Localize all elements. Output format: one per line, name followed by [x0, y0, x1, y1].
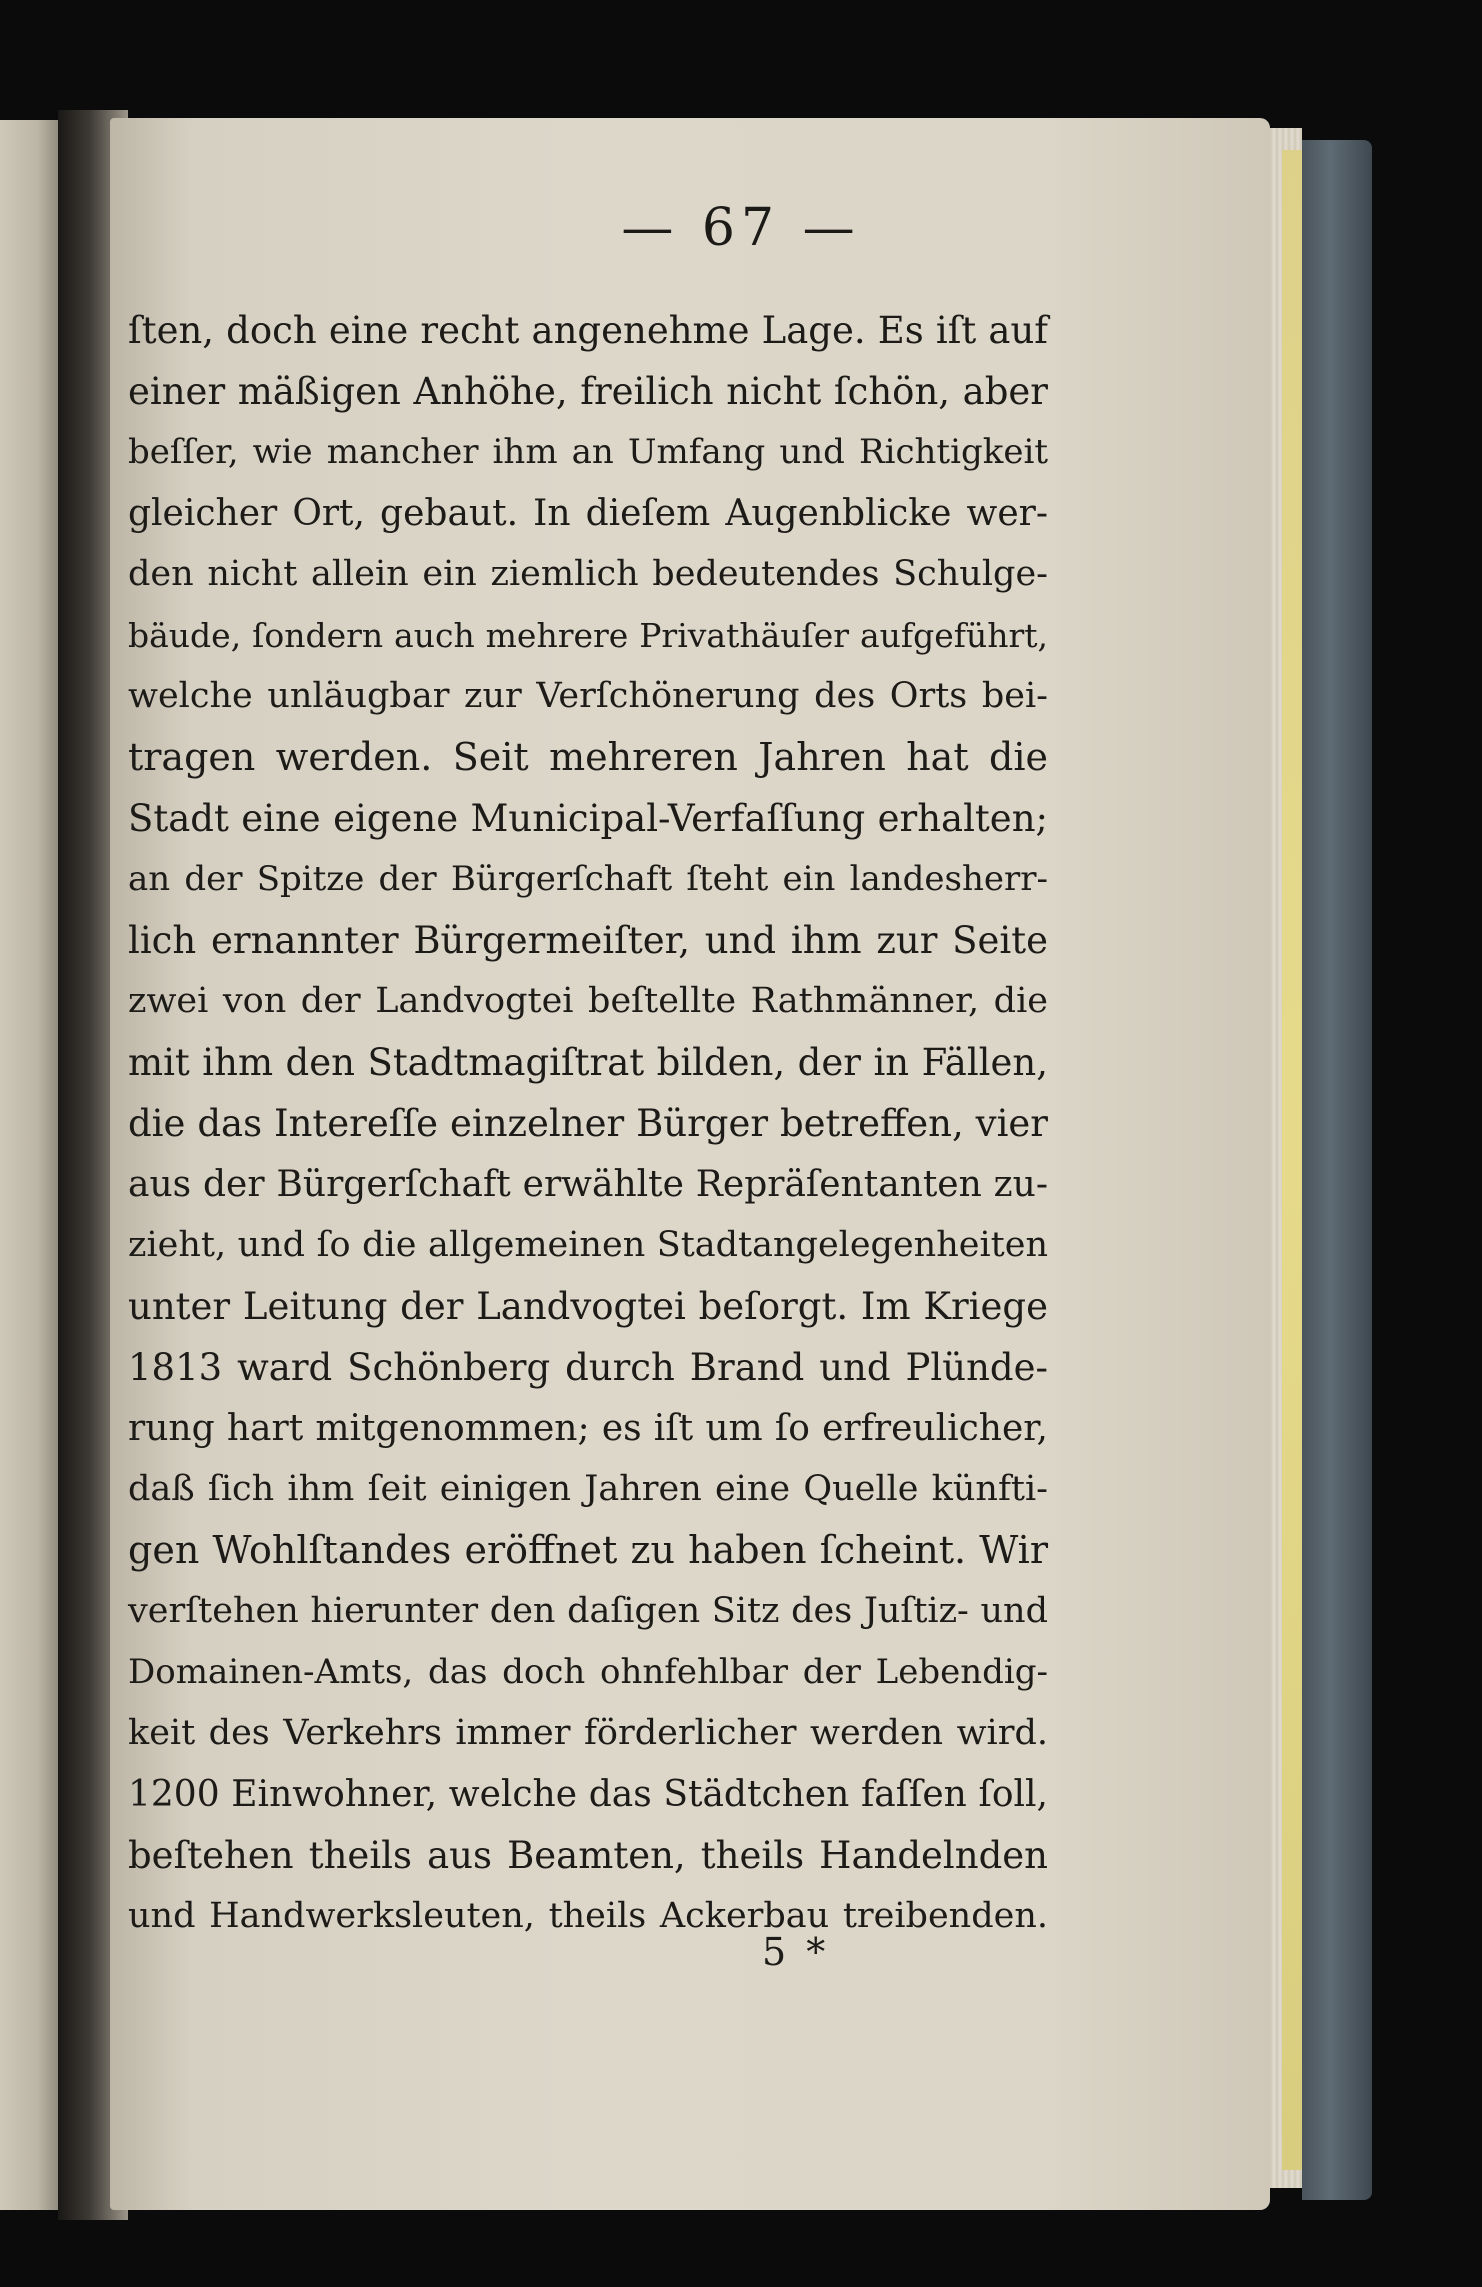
text-line: beſtehen theils aus Beamten, theils Handelnden — [128, 1834, 1048, 1877]
text-line: Domainen-Amts, das doch ohnfehlbar der Lebendig- — [128, 1652, 1048, 1692]
text-line: den nicht allein ein ziemlich bedeutendes Schulge- — [128, 554, 1048, 594]
text-line: rung hart mitgenommen; es iſt um ſo erfreulicher, — [128, 1408, 1048, 1449]
text-line: an der Spitze der Bürgerſchaft ſteht ein landesherr- — [128, 859, 1048, 899]
text-line: zwei von der Landvogtei beſtellte Rathmänner, die — [128, 981, 1048, 1021]
facing-page-edge — [0, 120, 62, 2210]
text-line: aus der Bürgerſchaft erwählte Repräſentanten zu- — [128, 1164, 1048, 1205]
printer-signature-mark: 5 * — [762, 1930, 830, 1974]
text-line: mit ihm den Stadtmagiſtrat bilden, der in Fällen, — [128, 1041, 1048, 1084]
text-line: tragen werden. Seit mehreren Jahren hat die — [128, 735, 1048, 779]
text-line: und Handwerksleuten, theils Ackerbau treibenden. — [128, 1896, 1048, 1936]
text-line: keit des Verkehrs immer förderlicher werden wird. — [128, 1713, 1048, 1753]
text-line: 1813 ward Schönberg durch Brand und Plünde- — [128, 1346, 1048, 1389]
text-line: lich ernannter Bürgermeiſter, und ihm zur Seite — [128, 919, 1048, 962]
text-line: Stadt eine eigene Municipal-Verfaſſung erhalten; — [128, 797, 1048, 840]
text-line: gleicher Ort, gebaut. In dieſem Augenblicke wer- — [128, 493, 1048, 534]
text-line: 1200 Einwohner, welche das Städtchen faſſen ſoll, — [128, 1774, 1048, 1815]
body-text — [128, 300, 1048, 1947]
text-line: gen Wohlſtandes eröffnet zu haben ſcheint. Wir — [128, 1528, 1048, 1572]
text-line: verſtehen hierunter den daſigen Sitz des Juſtiz- und — [128, 1591, 1048, 1631]
text-line: ſten, doch eine recht angenehme Lage. Es iſt auf — [128, 309, 1048, 352]
text-line: die das Intereſſe einzelner Bürger betreffen, vier — [128, 1102, 1048, 1145]
book-cover-edge — [1302, 140, 1372, 2200]
gilded-fore-edge — [1282, 150, 1302, 2170]
text-line: unter Leitung der Landvogtei beſorgt. Im Kriege — [128, 1285, 1048, 1328]
page-number: — 67 — — [621, 198, 861, 258]
text-line: zieht, und ſo die allgemeinen Stadtangelegenheiten — [128, 1225, 1048, 1265]
text-line: beſſer, wie mancher ihm an Umfang und Richtigkeit — [128, 432, 1048, 472]
text-line: einer mäßigen Anhöhe, freilich nicht ſchön, aber — [128, 370, 1048, 413]
text-line: welche unläugbar zur Verſchönerung des Orts bei- — [128, 676, 1048, 716]
text-line: bäude, ſondern auch mehrere Privathäuſer aufgeführt, — [128, 616, 1048, 655]
text-line: daß ſich ihm ſeit einigen Jahren eine Quelle künfti- — [128, 1469, 1048, 1509]
